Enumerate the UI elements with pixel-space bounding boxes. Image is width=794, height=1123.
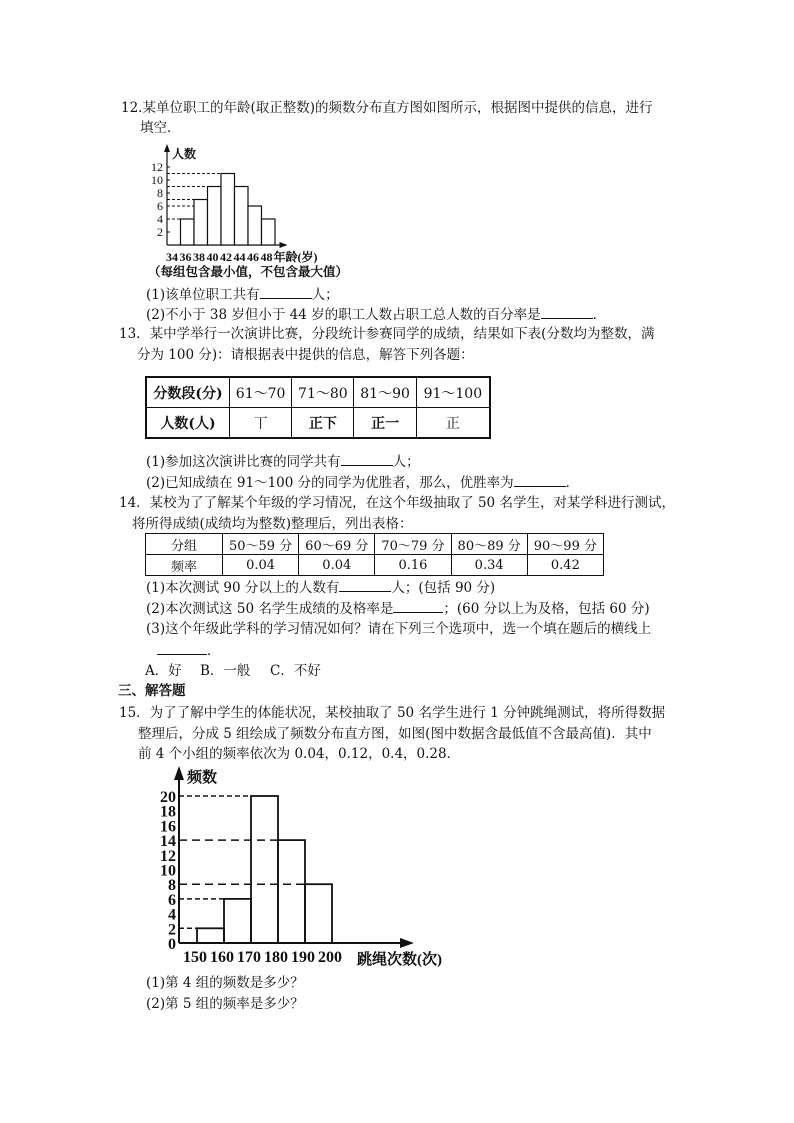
y-tick-label: 12	[160, 847, 176, 865]
table-cell: 0.04	[223, 555, 299, 576]
q14-sub2-suffix: ；(60 分以上为及格，包括 60 分)	[443, 601, 650, 617]
histogram-bar	[251, 796, 278, 943]
y-tick-label: 10	[151, 173, 163, 187]
x-tick-label: 170	[237, 949, 261, 966]
y-tick-label: 8	[157, 186, 163, 200]
y-tick-label: 20	[160, 789, 176, 806]
table-cell: 71～80	[292, 377, 354, 408]
y-axis-arrow-icon	[174, 766, 184, 780]
x-tick-label: 36	[179, 250, 192, 264]
q12-sub2-suffix: ．	[592, 307, 607, 323]
x-tick-label: 190	[291, 949, 315, 966]
q12-sub1-text: (1)该单位职工共有	[146, 287, 260, 303]
x-tick-label: 34	[166, 250, 178, 264]
table-cell: 分数段(分)	[146, 377, 230, 408]
x-tick-label: 46	[247, 250, 259, 264]
y-tick-label: 6	[157, 199, 163, 213]
y-tick-label: 0	[168, 936, 176, 953]
x-axis-label: 年龄(岁)	[273, 250, 318, 264]
table-cell: 人数(人)	[146, 408, 230, 439]
table-cell: 0.34	[451, 555, 527, 576]
q15-text-line1: 15．为了了解中学生的体能状况，某校抽取了 50 名学生进行 1 分钟跳绳测试，将所得数据	[119, 705, 666, 721]
histogram-bar	[305, 884, 332, 943]
q14-option-c: C．不好	[270, 663, 321, 679]
table-cell: 80～89 分	[451, 534, 527, 555]
q13-sub1-text: (1)参加这次演讲比赛的同学共有	[146, 454, 341, 470]
histogram-bar	[278, 840, 305, 943]
q12-text-line1: 12.某单位职工的年龄(取正整数)的频数分布直方图如图所示，根据图中提供的信息，进行	[121, 100, 653, 116]
table-cell: 正下	[292, 408, 354, 439]
y-tick-label: 2	[157, 225, 163, 239]
x-tick-label: 40	[206, 250, 219, 264]
x-axis-arrow-icon	[400, 938, 414, 948]
x-tick-label: 42	[220, 250, 232, 264]
x-tick-label: 38	[193, 250, 205, 264]
table-cell: 61～70	[230, 377, 292, 408]
q14-option-b: B．一般	[200, 663, 251, 679]
histogram-bar	[224, 899, 251, 943]
q12-sub2-text: (2)不小于 38 岁但小于 44 岁的职工人数占职工总人数的百分率是	[146, 307, 541, 323]
table-cell: 正	[416, 408, 490, 439]
q12-text-line2: 填空．	[140, 120, 181, 136]
x-tick-label: 150	[183, 949, 207, 966]
section-heading: 三、解答题	[118, 683, 186, 699]
q15-sub2: (2)第 5 组的频率是多少？	[146, 996, 304, 1012]
table-cell: 91～100	[416, 377, 490, 408]
table-cell: 0.04	[299, 555, 375, 576]
table-cell: 60～69 分	[299, 534, 375, 555]
q13-sub2-suffix: ．	[565, 475, 580, 491]
table-cell: 0.16	[375, 555, 451, 576]
y-axis-label: 频数	[187, 770, 218, 786]
y-tick-label: 12	[151, 160, 163, 174]
q14-text-line2: 将所得成绩(成绩均为整数)整理后，列出表格：	[132, 516, 413, 532]
y-tick-label: 14	[160, 833, 176, 851]
table-cell: 频率	[146, 555, 223, 576]
x-tick-label: 44	[233, 250, 246, 264]
y-axis-label: 人数	[172, 147, 197, 161]
x-axis-label: 跳绳次数(次)	[357, 952, 442, 968]
histogram-bar	[197, 928, 224, 943]
table-cell: 正一	[354, 408, 416, 439]
q12-chart-note: （每组包含最小值，不包含最大值）	[148, 264, 349, 279]
q15-text-line2: 整理后，分成 5 组绘成了频数分布直方图，如图(图中数据含最低值不含最高值)．其中	[138, 726, 652, 742]
q13-sub2-text: (2)已知成绩在 91～100 分的同学为优胜者，那么，优胜率为	[146, 475, 514, 491]
q14-sub2-text: (2)本次测试这 50 名学生成绩的及格率是	[146, 601, 394, 617]
x-tick-label: 48	[260, 250, 273, 264]
y-tick-label: 10	[160, 862, 176, 880]
table-cell: 分组	[146, 534, 223, 555]
q14-sub1-suffix: 人；(包括 90 分)	[391, 580, 496, 596]
q15-text-line3: 前 4 个小组的频率依次为 0.04，0.12，0.4，0.28．	[138, 746, 461, 762]
q14-sub1-text: (1)本次测试 90 分以上的人数有	[146, 580, 340, 596]
y-tick-label: 16	[160, 818, 176, 836]
table-cell: 90～99 分	[527, 534, 603, 555]
q13-text-line1: 13．某中学举行一次演讲比赛，分段统计参赛同学的成绩，结果如下表(分数均为整数，满	[119, 326, 655, 342]
table-cell: 丅	[230, 408, 292, 439]
x-tick-label: 180	[264, 949, 288, 966]
table-cell: 70～79 分	[375, 534, 451, 555]
q13-sub1-suffix: 人；	[392, 454, 420, 470]
y-tick-label: 4	[168, 906, 176, 924]
table-cell: 0.42	[527, 555, 603, 576]
y-tick-label: 8	[168, 877, 176, 895]
y-tick-label: 6	[168, 891, 176, 909]
q14-sub3-end: ．	[207, 643, 221, 659]
table-cell: 50～59 分	[223, 534, 299, 555]
y-tick-label: 18	[160, 803, 176, 821]
q14-text-line1: 14．某校为了了解某个年级的学习情况，在这个年级抽取了 50 名学生，对某学科进行测试，	[119, 495, 675, 511]
q12-sub1-suffix: 人；	[311, 287, 339, 303]
x-tick-label: 200	[318, 949, 342, 966]
y-tick-label: 4	[157, 212, 163, 226]
q13-text-line2: 分为 100 分)：请根据表中提供的信息，解答下列各题：	[137, 347, 474, 363]
y-tick-label: 2	[168, 921, 176, 939]
x-tick-label: 160	[210, 949, 234, 966]
q14-sub3: (3)这个年级此学科的学习情况如何？请在下列三个选项中，选一个填在题后的横线上	[146, 621, 652, 637]
q15-sub1: (1)第 4 组的频数是多少？	[146, 975, 304, 991]
table-cell: 81～90	[354, 377, 416, 408]
q14-option-a: A．好	[145, 663, 182, 679]
